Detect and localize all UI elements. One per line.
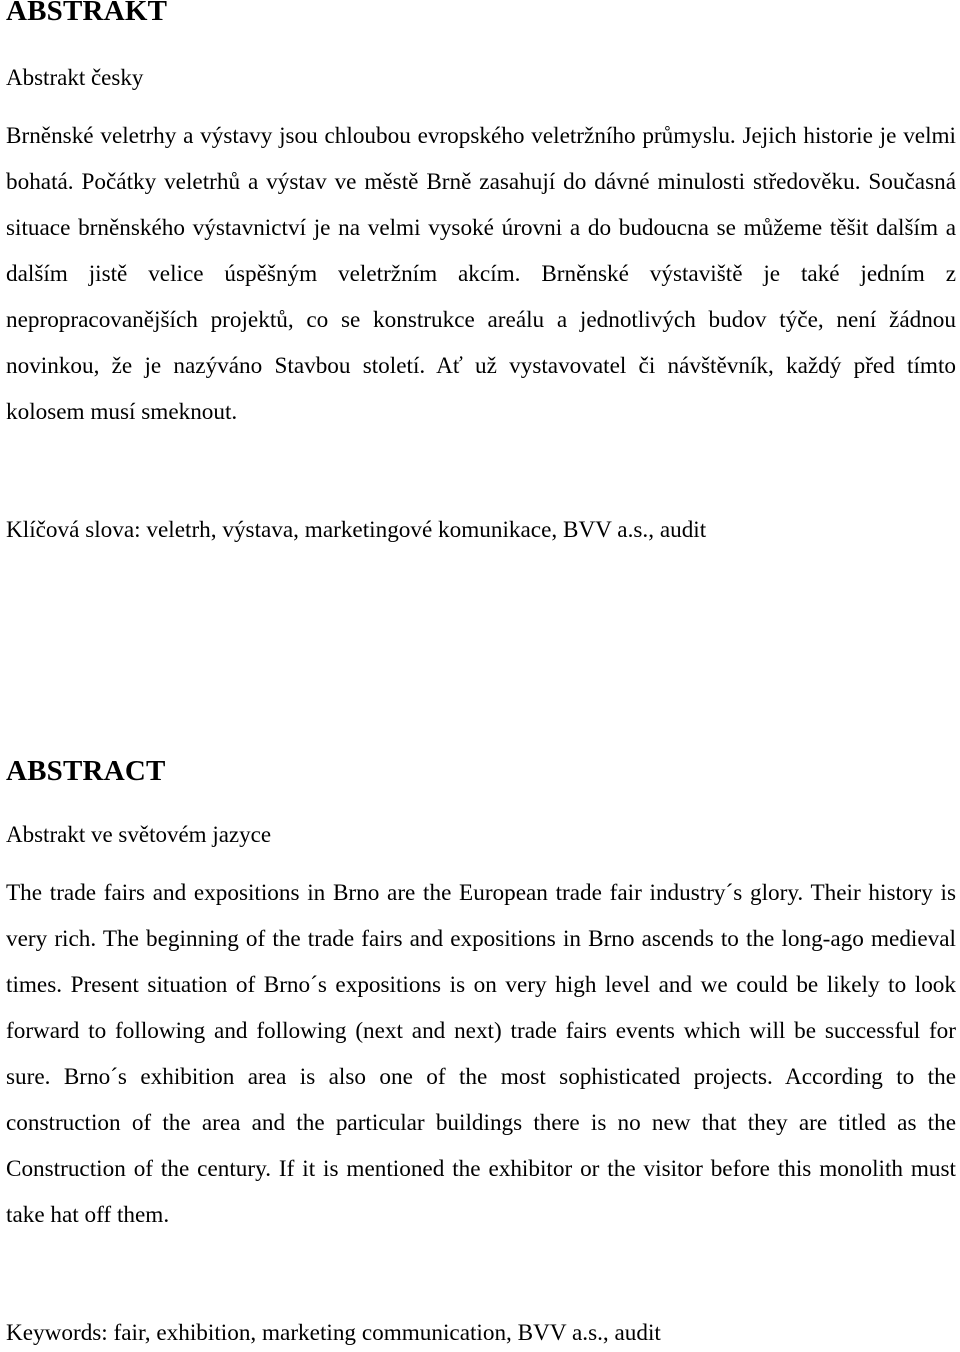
czech-abstract-subtitle: Abstrakt česky: [6, 65, 144, 90]
english-abstract-subtitle: Abstrakt ve světovém jazyce: [6, 822, 272, 847]
english-keywords: Keywords: fair, exhibition, marketing communication, BVV a.s., audit: [6, 1320, 661, 1346]
english-abstract-heading: ABSTRACT: [6, 755, 166, 787]
czech-abstract-heading: ABSTRAKT: [6, 0, 168, 27]
czech-abstract-paragraph: Brněnské veletrhy a výstavy jsou chloubou evropského veletržního průmyslu. Jejich historie je velmi bohatá. Počátky veletrhů a výstav ve městě Brně zasahují do dávné minulosti středověku. Současná situace brněnského výstavnictví je na velmi vysoké úrovni a do budoucna se můžeme těšit dalším a dalším jistě velice úspěšným veletržním akcím. Brněnské výstaviště je také jedním z nepropracovanějších projektů, co se konstrukce areálu a jednotlivých budov týče, není žádnou novinkou, že je nazýváno Stavbou století. Ať už vystavovatel či návštěvník, každý před tímto kolosem musí smeknout.: [6, 123, 956, 425]
english-abstract-paragraph: The trade fairs and expositions in Brno are the European trade fair industry´s glory. Their history is very rich. The beginning of the trade fairs and expositions in Brno ascends to the long-ago medieval times. Present situation of Brno´s expositions is on very high level and we could be likely to look forward to following and following (next and next) trade fairs events which will be successful for sure. Brno´s exhibition area is also one of the most sophisticated projects. According to the construction of the area and the particular buildings there is no new that they are titled as the Construction of the century. If it is mentioned the exhibitor or the visitor before this monolith must take hat off them.: [6, 880, 956, 1228]
czech-keywords: Klíčová slova: veletrh, výstava, marketingové komunikace, BVV a.s., audit: [6, 517, 707, 543]
